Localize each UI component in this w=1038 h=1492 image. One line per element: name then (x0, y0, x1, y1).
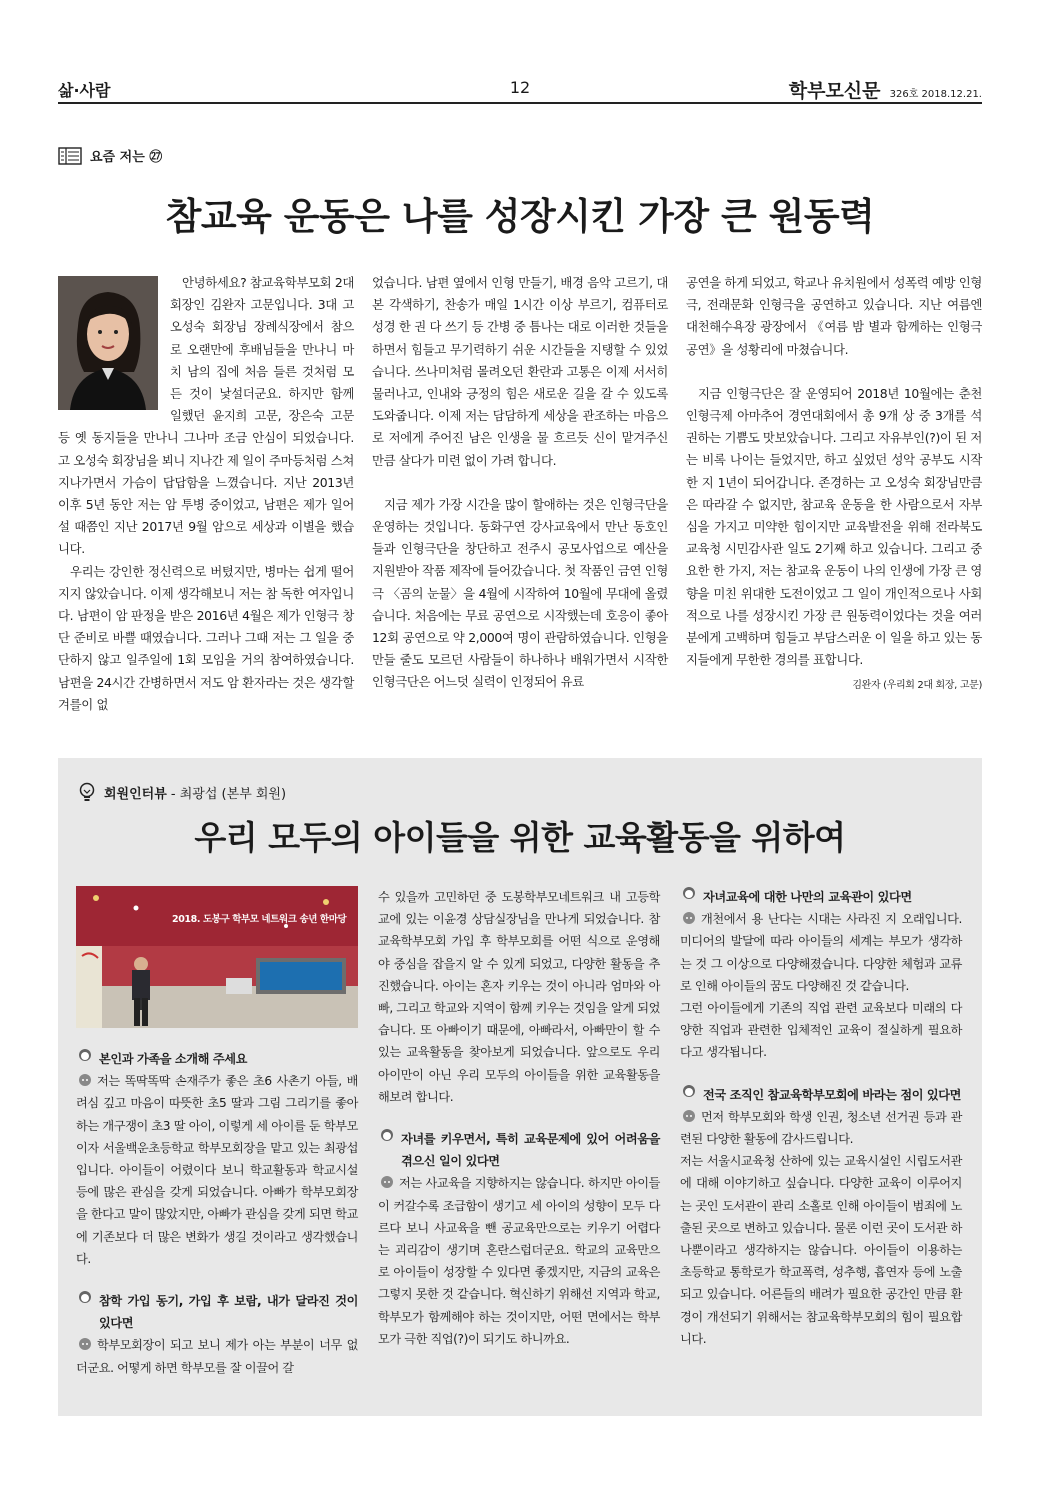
interviewee-icon (76, 1337, 94, 1351)
section-label: 삶·사람 (58, 81, 111, 100)
page-header (58, 76, 982, 102)
author-portrait (58, 276, 158, 410)
article-headline: 참교육 운동은 나를 성장시킨 가장 큰 원동력 (165, 195, 875, 238)
paragraph: 지금 제가 가장 시간을 많이 할애하는 것은 인형극단을 운영하는 것입니다. 동화구연 강사교육에서 만난 동호인들과 인형극단을 창단하고 전주시 공모사업으로 예산을 지원받아 작품 제작에 들어갔습니다. 첫 작품인 금연 인형극 〈곰의 눈물〉을 4월에 시작하여 10월에 무대에 올렸습니다. 처음에는 무료 공연으로 시작했는데 호응이 좋아 12회 공연으로 약 2,000여 명이 관람하였습니다. 인형을 만들 줄도 모르던 사람들이 하나하나 배워가면서 시작한 인형극단은 어느덧 실력이 인정되어 유료 (372, 496, 668, 690)
interview-question: 자녀교육에 대한 나만의 교육관이 있다면 (680, 886, 962, 908)
article-column-1 (58, 272, 354, 716)
newspaper-icon (58, 147, 82, 165)
interview-answer: 학부모회장이 되고 보니 제가 아는 부분이 너무 없더군요. 어떻게 하면 학부모를 잘 이끌어 갈 (76, 1338, 358, 1375)
interview-column-3 (680, 886, 962, 1350)
interviewer-icon (680, 1084, 698, 1098)
interviewee-icon (76, 1073, 94, 1087)
paragraph: 공연을 하게 되었고, 학교나 유치원에서 성폭력 예방 인형극, 전래문화 인형극을 공연하고 있습니다. 지난 여름엔 대천해수욕장 광장에서 《여름 밤 별과 함께하는 인형극 공연》을 성황리에 마쳤습니다. (686, 275, 982, 357)
interview-question: 전국 조직인 참교육학부모회에 바라는 점이 있다면 (680, 1084, 962, 1106)
interviewer-icon (378, 1128, 396, 1142)
photo-banner-text: 2018. 도봉구 학부모 네트워크 송년 한마당 (172, 914, 347, 925)
interview-question: 자녀를 키우면서, 특히 교육문제에 있어 어려움을 겪으신 일이 있다면 (378, 1128, 660, 1172)
interview-answer: 저는 서울시교육청 산하에 있는 교육시설인 시립도서관에 대해 이야기하고 싶습니다. 다양한 교육이 이루어지는 곳인 도서관이 관리 소홀로 인해 아이들이 범죄에 노출된 곳으로 변하고 있습니다. 물론 이런 곳이 도서관 하나뿐이라고 생각하지는 않습니다. 아이들이 이용하는 초등학교 통학로가 학교폭력, 성추행, 흡연자 등에 노출되고 있습니다. 어른들의 배려가 필요한 공간인 만큼 환경이 개선되기 위해서는 참교육학부모회의 힘이 필요합니다. (680, 1154, 962, 1346)
interview-answer: 개천에서 용 난다는 시대는 사라진 지 오래입니다. 미디어의 발달에 따라 아이들의 세계는 부모가 생각하는 것 그 이상으로 다양해졌습니다. 다양한 체험과 교류로 인해 아이들의 꿈도 다양해진 것 같습니다. (680, 912, 962, 993)
interviewer-icon (76, 1290, 94, 1304)
lightbulb-icon (78, 782, 96, 802)
interview-column-2 (378, 886, 660, 1350)
interviewee-icon (378, 1175, 396, 1189)
interview-answer: 저는 똑딱똑딱 손재주가 좋은 초6 사촌기 아들, 배려심 깊고 마음이 따뜻한 초5 딸과 그림 그리기를 좋아하는 개구쟁이 초3 딸 아이, 이렇게 세 아이를 둔 학부모이자 서울백운초등학교 학부모회장을 맡고 있는 최광섭입니다. 아이들이 어렸이다 보니 학교활동과 학교시설 등에 많은 관심을 갖게 되었습니다. 아빠가 학부모회장을 한다고 말이 많았지만, 아빠가 관심을 갖게 되면 학교에 기존보다 더 많은 변화가 생길 것이라고 생각했습니다. (76, 1074, 358, 1266)
interview-headline: 우리 모두의 아이들을 위한 교육활동을 위하여 (194, 818, 846, 857)
interviewer-icon (76, 1048, 94, 1062)
article-column-2 (372, 272, 668, 694)
issue-date: 326호 2018.12.21. (889, 89, 982, 100)
interview-answer: 수 있을까 고민하던 중 도봉학부모네트워크 내 고등학교에 있는 이윤경 상담실장님을 만나게 되었습니다. 참교육학부모회 가입 후 학부모회를 어떤 식으로 운영해야 중심을 잡을지 알 수 있게 되었고, 다양한 활동을 추진했습니다. 아이는 혼자 키우는 것이 아니라 엄마와 아빠, 그리고 학교와 지역이 함께 키우는 것임을 알게 되었습니다. 또 아빠이기 때문에, 아빠라서, 아빠만이 할 수 있는 교육활동을 찾아보게 되었습니다. 앞으로도 우리 아이만이 아닌 우리 모두의 아이들을 위한 교육활동을 해보려 합니다. (378, 890, 660, 1104)
paragraph: 안녕하세요? 참교육학부모회 2대 회장인 김완자 고문입니다. 3대 고 오성숙 회장님 장례식장에서 참으로 오랜만에 후배님들을 만나니 마치 남의 집에 처음 들른 것처럼 모든 것이 낯설더군요. 하지만 함께 일했던 윤지희 고문, 장은숙 고문 등 옛 동지들을 만나니 그나마 조금 안심이 되었습니다. 고 오성숙 회장님을 뵈니 지나간 제 일이 주마등처럼 스쳐 지나가면서 가슴이 답답함을 느꼈습니다. 지난 2013년 이후 5년 동안 저는 암 투병 중이었고, 남편은 제가 일어설 때쯤인 지난 2017년 9월 암으로 세상과 이별을 했습니다. (58, 275, 354, 557)
interview-tag (78, 782, 286, 802)
interviewee-icon (680, 1109, 698, 1123)
brand-logo: 학부모신문 (788, 80, 881, 102)
article-column-3 (686, 272, 982, 698)
page-number: 12 (509, 78, 531, 97)
event-photo (76, 886, 358, 1028)
interview-answer: 저는 사교육을 지향하지는 않습니다. 하지만 아이들이 커갈수록 조급함이 생기고 세 아이의 성향이 모두 다르다 보니 사교육을 뺀 공교육만으로는 키우기 어렵다는 괴리감이 생기며 혼란스럽더군요. 학교의 교육만으로 아이들이 성장할 수 있다면 좋겠지만, 지금의 교육은 그렇지 못한 것 같습니다. 혁신하기 위해선 지역과 학교, 학부모가 함께해야 하는 것이지만, 어떤 면에서는 학부모가 극한 직업(?)이 되기도 하니까요. (378, 1176, 660, 1346)
author-byline: 김완자 (우리회 2대 회장, 고문) (852, 680, 982, 692)
paragraph: 지금 인형극단은 잘 운영되어 2018년 10월에는 춘천인형극제 아마추어 경연대회에서 총 9개 상 중 3개를 석권하는 기쁨도 맛보았습니다. 그리고 자유부인(?)이 된 저는 비록 나이는 들었지만, 하고 싶었던 성악 공부도 시작한 지 1년이 되어갑니다. 존경하는 고 오성숙 회장님만큼은 따라갈 수 없지만, 참교육 운동을 한 사람으로서 자부심을 가지고 미약한 힘이지만 교육발전을 위해 전라북도교육청 시민감사관 일도 2기째 하고 있습니다. 그리고 중요한 한 가지, 저는 참교육 운동이 나의 인생에 가장 큰 영향을 미친 위대한 도전이었고 그 일이 개인적으로나 사회적으로 나를 성장시킨 가장 큰 원동력이었다는 것을 여러분에게 고백하며 힘들고 부담스러운 이 일을 하고 있는 동지들에게 무한한 경의를 표합니다. (686, 385, 982, 668)
interview-subject: - 최광섭 (본부 회원) (166, 786, 287, 802)
interviewee-icon (680, 911, 698, 925)
interview-tag-label: 회원인터뷰 (104, 786, 167, 802)
column-tag (58, 146, 162, 165)
interview-column-1 (76, 886, 358, 1379)
header-rule (58, 102, 982, 104)
column-tag-label: 요즘 저는 ㉗ (90, 150, 163, 165)
interview-question: 본인과 가족을 소개해 주세요 (76, 1048, 358, 1070)
interviewer-icon (680, 886, 698, 900)
interview-answer: 그런 아이들에게 기존의 직업 관련 교육보다 미래의 다양한 직업과 관련한 입체적인 교육이 절실하게 필요하다고 생각됩니다. (680, 1001, 962, 1060)
paragraph: 었습니다. 남편 옆에서 인형 만들기, 배경 음악 고르기, 대본 각색하기, 찬송가 매일 1시간 이상 부르기, 컴퓨터로 성경 한 권 다 쓰기 등 간병 중 틈나는 대로 이러한 것들을 하면서 힘들고 무기력하기 쉬운 시간들을 지탱할 수 있었습니다. 쓰나미처럼 몰려오던 환란과 고통은 이제 서서히 물러나고, 인내와 긍정의 힘은 새로운 길을 갈 수 있도록 도와줍니다. 이제 저는 담담하게 세상을 관조하는 마음으로 저에게 주어진 남은 인생을 물 흐르듯 신이 맡겨주신 만큼 살다가 미련 없이 가려 합니다. (372, 275, 668, 468)
paragraph: 우리는 강인한 정신력으로 버텼지만, 병마는 쉽게 떨어지지 않았습니다. 이제 생각해보니 저는 참 독한 여자입니다. 남편이 암 판정을 받은 2016년 4월은 제가 인형극 창단 준비로 바쁠 때였습니다. 그러나 그때 저는 그 일을 중단하지 않고 일주일에 1회 모임을 거의 참여하였습니다. 남편을 24시간 간병하면서 저도 암 환자라는 것은 생각할 겨를이 없 (58, 563, 354, 712)
masthead (789, 76, 982, 103)
interview-question: 참학 가입 동기, 가입 후 보람, 내가 달라진 것이 있다면 (76, 1290, 358, 1334)
interview-answer: 먼저 학부모회와 학생 인권, 청소년 선거권 등과 관련된 다양한 활동에 감사드립니다. (680, 1109, 962, 1147)
